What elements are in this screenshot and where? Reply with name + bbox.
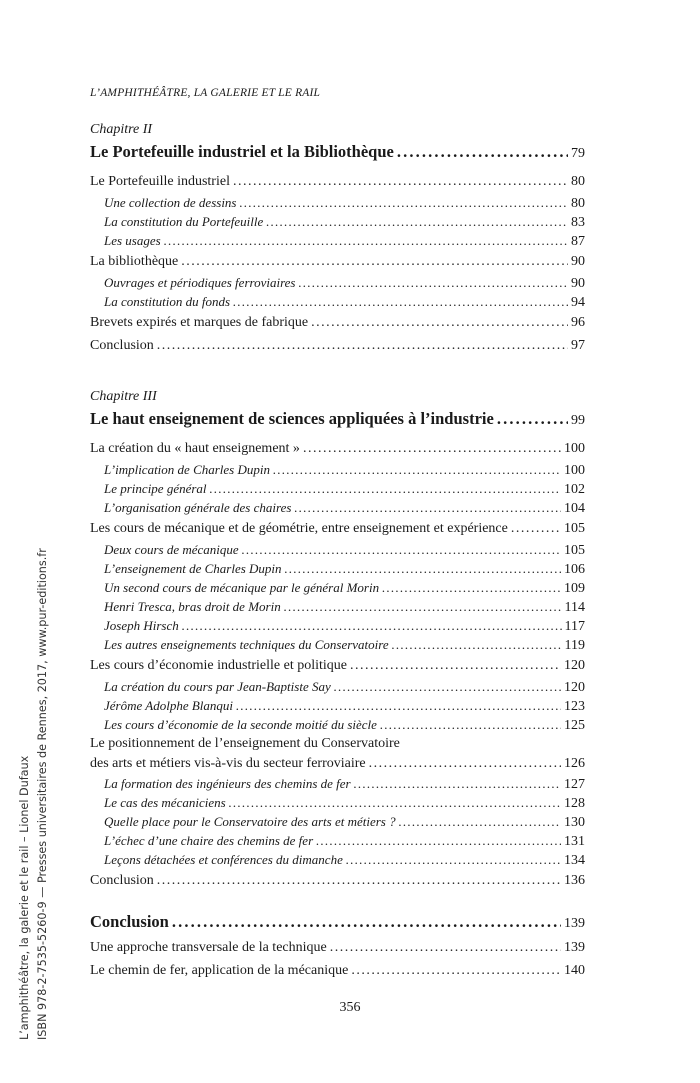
toc-subsection[interactable]: La formation des ingénieurs des chemins de fer . . . 127 <box>90 774 585 793</box>
toc-subsection[interactable]: La création du cours par Jean-Baptiste Say . . . 120 <box>90 677 585 696</box>
chapter-title: Le haut enseignement de sciences appliquées à l’industrie <box>90 409 494 428</box>
conclusion-title: Conclusion <box>90 912 169 931</box>
toc-section[interactable]: Conclusion . . . 97 <box>90 334 585 357</box>
toc-section[interactable]: La bibliothèque . . . 90 <box>90 250 585 273</box>
toc-subsection[interactable]: Les cours d’économie de la seconde moitié du siècle . . . 125 <box>90 715 585 734</box>
page-number: 356 <box>339 1000 361 1015</box>
toc-subsection[interactable]: La constitution du Portefeuille . . . 83 <box>90 212 585 231</box>
toc-subsection[interactable]: Les usages . . . 87 <box>90 231 585 250</box>
toc-section[interactable]: Le Portefeuille industriel . . . 80 <box>90 170 585 193</box>
toc-subsection[interactable]: Joseph Hirsch . . . 117 <box>90 616 585 635</box>
toc-subsection[interactable]: Les autres enseignements techniques du Conservatoire . . . 119 <box>90 635 585 654</box>
chapter-label: Chapitre II <box>90 122 153 137</box>
toc-subsection[interactable]: Ouvrages et périodiques ferroviaires . . . 90 <box>90 273 585 292</box>
side-note-line-1: L’amphithéâtre, la galerie et le rail – Lionel Dufaux <box>18 755 31 1040</box>
chapter-label: Chapitre III <box>90 389 157 404</box>
toc-subsection[interactable]: L’implication de Charles Dupin . . . 100 <box>90 460 585 479</box>
conclusion-block <box>90 910 585 982</box>
toc-subsection[interactable]: Jérôme Adolphe Blanqui . . . 123 <box>90 696 585 715</box>
toc-subsection[interactable]: Leçons détachées et conférences du dimanche . . . 134 <box>90 850 585 869</box>
toc-subsection[interactable]: Henri Tresca, bras droit de Morin . . . 114 <box>90 597 585 616</box>
chapter-2 <box>90 120 585 357</box>
running-head: L’AMPHITHÉÂTRE, LA GALERIE ET LE RAIL <box>90 87 321 99</box>
side-note-line-2: ISBN 978-2-7535-5260-9 — Presses universitaires de Rennes, 2017, www.pur-editions.fr <box>36 548 49 1040</box>
toc-subsection[interactable]: L’organisation générale des chaires . . . 104 <box>90 498 585 517</box>
table-of-contents <box>90 120 585 982</box>
toc-subsection[interactable]: L’échec d’une chaire des chemins de fer . . . 131 <box>90 831 585 850</box>
toc-subsection[interactable]: La constitution du fonds . . . 94 <box>90 292 585 311</box>
toc-section[interactable]: Le positionnement de l’enseignement du Conservatoire des arts et métiers vis-à-vis du secteur ferroviaire . . . 126 <box>90 734 585 774</box>
toc-subsection[interactable]: Le principe général . . . 102 <box>90 479 585 498</box>
toc-section[interactable]: Les cours de mécanique et de géométrie, entre enseignement et expérience . . . 105 <box>90 517 585 540</box>
toc-subsection[interactable]: Deux cours de mécanique . . . 105 <box>90 540 585 559</box>
toc-subsection[interactable]: Un second cours de mécanique par le général Morin . . . 109 <box>90 578 585 597</box>
toc-section[interactable]: Une approche transversale de la technique . . . 139 <box>90 936 585 959</box>
page-ref: 99 <box>571 413 585 428</box>
toc-subsection[interactable]: Quelle place pour le Conservatoire des arts et métiers ? . . . 130 <box>90 812 585 831</box>
chapter-title: Le Portefeuille industriel et la Bibliothèque <box>90 142 394 161</box>
chapter-title-row[interactable] <box>90 140 585 164</box>
side-copyright-note <box>16 548 52 1040</box>
toc-subsection[interactable]: Une collection de dessins . . . 80 <box>90 193 585 212</box>
chapter-3 <box>90 387 585 892</box>
toc-section[interactable]: Les cours d’économie industrielle et politique . . . 120 <box>90 654 585 677</box>
toc-section[interactable]: Brevets expirés et marques de fabrique . . . 96 <box>90 311 585 334</box>
toc-section[interactable]: La création du « haut enseignement » . . . 100 <box>90 437 585 460</box>
page-ref: 139 <box>564 916 585 931</box>
toc-subsection[interactable]: Le cas des mécaniciens . . . 128 <box>90 793 585 812</box>
toc-section[interactable]: Conclusion . . . 136 <box>90 869 585 892</box>
conclusion-title-row[interactable] <box>90 910 585 934</box>
page-ref: 79 <box>571 146 585 161</box>
toc-section[interactable]: Le chemin de fer, application de la mécanique . . . 140 <box>90 959 585 982</box>
toc-subsection[interactable]: L’enseignement de Charles Dupin . . . 106 <box>90 559 585 578</box>
chapter-title-row[interactable] <box>90 407 585 431</box>
